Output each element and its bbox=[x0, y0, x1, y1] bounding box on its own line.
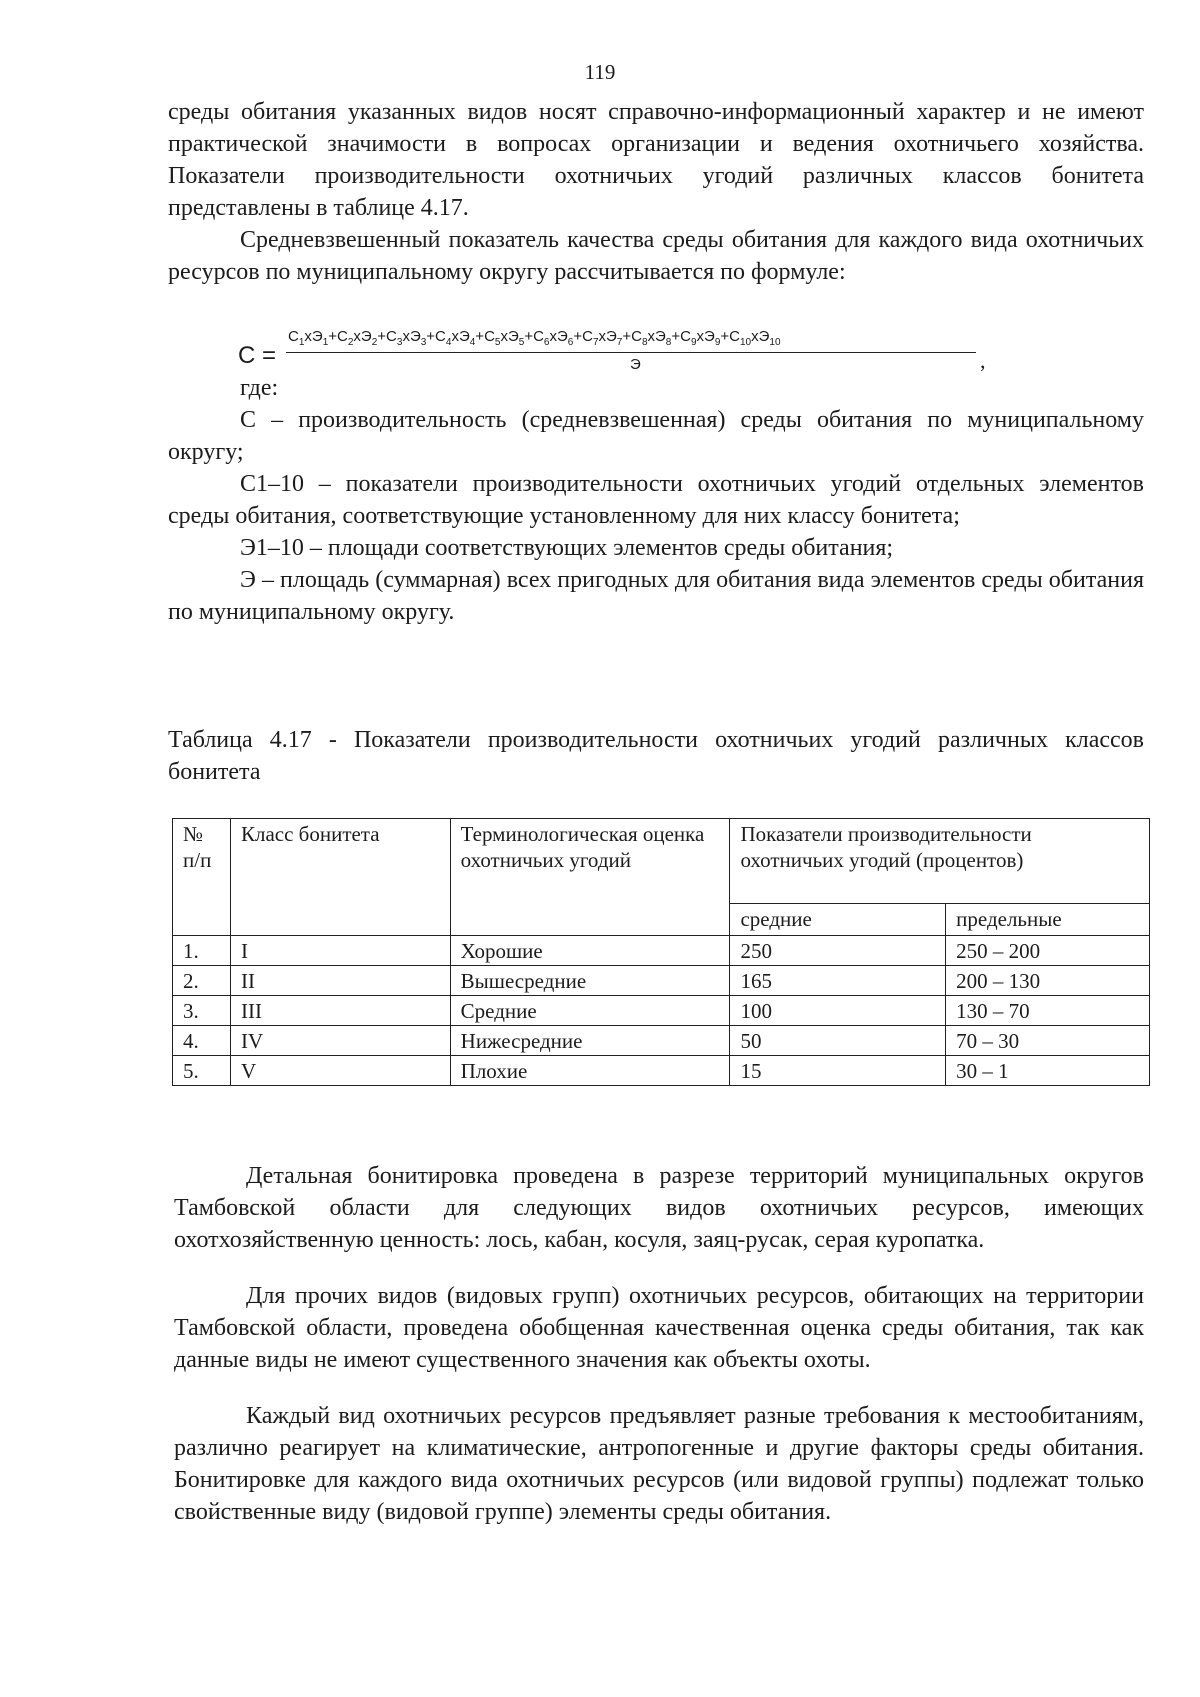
formula-term bbox=[729, 328, 781, 348]
formula-plus: + bbox=[622, 328, 632, 345]
formula-times: х bbox=[402, 328, 410, 345]
formula-c-index: 5 bbox=[494, 337, 501, 348]
formula-c: С bbox=[484, 328, 495, 345]
formula-plus: + bbox=[328, 328, 338, 345]
formula-plus: + bbox=[671, 328, 681, 345]
formula-term bbox=[288, 328, 329, 348]
formula-c: С bbox=[680, 328, 691, 345]
formula-c-index: 7 bbox=[592, 337, 599, 348]
bonitet-table bbox=[172, 818, 1150, 1086]
formula-c-index: 2 bbox=[347, 337, 354, 348]
formula-times: х bbox=[647, 328, 656, 345]
formula-c-index: 10 bbox=[739, 337, 752, 348]
cell-num: 1. bbox=[173, 936, 231, 966]
page-number: 119 bbox=[584, 60, 616, 84]
formula-e: Э bbox=[556, 328, 568, 345]
where-label: где: bbox=[240, 375, 279, 401]
paragraph-detailed: Детальная бонитировка проведена в разрезе территорий муниципальных округов Тамбовской области для следующих видов охотничьих ресурсов, имеющих охотхозяйственную ценность: лось, кабан, косуля, заяц-русак, серая куропатка. bbox=[174, 1163, 1144, 1253]
formula-e: Э bbox=[655, 328, 666, 345]
formula-e: Э bbox=[606, 328, 617, 345]
formula-c: С bbox=[631, 328, 642, 345]
formula-term bbox=[631, 328, 672, 348]
cell-lim: 70 – 30 bbox=[946, 1026, 1150, 1056]
formula-term bbox=[337, 328, 378, 348]
table-row bbox=[173, 1026, 1150, 1056]
formula-c-index: 3 bbox=[396, 337, 403, 348]
formula-c: С bbox=[337, 328, 348, 345]
cell-num: 2. bbox=[173, 966, 231, 996]
formula-times: х bbox=[598, 328, 606, 345]
formula-term bbox=[435, 328, 476, 348]
formula-c: С bbox=[288, 328, 299, 345]
formula-c-index: 9 bbox=[690, 337, 697, 348]
formula-times: х bbox=[500, 328, 508, 345]
formula-plus: + bbox=[720, 328, 730, 345]
formula-times: х bbox=[451, 328, 459, 345]
table-row bbox=[173, 966, 1150, 996]
formula-c-index: 6 bbox=[543, 337, 550, 348]
header-limit: предельные bbox=[946, 904, 1150, 936]
formula-c: С bbox=[435, 328, 446, 345]
table-row bbox=[173, 996, 1150, 1026]
cell-lim: 200 – 130 bbox=[946, 966, 1150, 996]
table-caption: Таблица 4.17 - Показатели производительности охотничьих угодий различных классов бонитета bbox=[168, 727, 1144, 785]
formula-c: С bbox=[729, 328, 740, 345]
cell-class: IV bbox=[230, 1026, 450, 1056]
cell-num: 4. bbox=[173, 1026, 231, 1056]
paragraph-continuation: среды обитания указанных видов носят справочно-информационный характер и не имеют практической значимости в вопросах организации и ведения охотничьего хозяйства. Показатели производительности охотничьих угодий различных классов бонитета представлены в таблице 4.17. bbox=[168, 99, 1144, 221]
definitions bbox=[168, 372, 1144, 628]
formula-e: Э bbox=[704, 328, 715, 345]
paragraph-requirements: Каждый вид охотничьих ресурсов предъявляет разные требования к местообитаниям, различно реагирует на климатические, антропогенные и другие факторы среды обитания. Бонитировке для каждого вида охотничьих ресурсов (или видовой группы) подлежат только свойственные виду (видовой группе) элементы среды обитания. bbox=[174, 1403, 1144, 1525]
formula-numerator bbox=[288, 328, 781, 348]
formula-term bbox=[582, 328, 623, 348]
cell-num: 3. bbox=[173, 996, 231, 1026]
formula-e-index: 6 bbox=[567, 337, 574, 348]
formula-e-index: 7 bbox=[616, 337, 623, 348]
definition-c1-10: С1–10 – показатели производительности охотничьих угодий отдельных элементов среды обитания, соответствующие установленному для них классу бонитета; bbox=[168, 471, 1144, 529]
formula-c-index: 8 bbox=[641, 337, 648, 348]
formula-c-index: 1 bbox=[298, 337, 305, 348]
formula-term bbox=[386, 328, 427, 348]
cell-num: 5. bbox=[173, 1056, 231, 1086]
formula-plus: + bbox=[475, 328, 485, 345]
formula-c: С bbox=[533, 328, 544, 345]
formula-plus: + bbox=[524, 328, 534, 345]
fraction-bar bbox=[286, 352, 976, 353]
cell-avg: 165 bbox=[730, 966, 946, 996]
table-body bbox=[173, 936, 1150, 1086]
formula-plus: + bbox=[426, 328, 436, 345]
formula-times: х bbox=[751, 328, 759, 345]
paragraph-formula-intro: Средневзвешенный показатель качества среды обитания для каждого вида охотничьих ресурсов по муниципальному округу рассчитывается по формуле: bbox=[168, 227, 1144, 285]
formula-e: Э bbox=[507, 328, 519, 345]
header-term: Терминологическая оценка охотничьих угодий bbox=[450, 819, 730, 936]
cell-avg: 250 bbox=[730, 936, 946, 966]
formula-term bbox=[680, 328, 721, 348]
formula-e-index: 8 bbox=[665, 337, 672, 348]
header-num: № п/п bbox=[173, 819, 231, 936]
formula-c: С bbox=[386, 328, 397, 345]
formula-times: х bbox=[304, 328, 312, 345]
formula-e: Э bbox=[758, 328, 770, 345]
cell-class: III bbox=[230, 996, 450, 1026]
formula-times: х bbox=[696, 328, 705, 345]
table-row bbox=[173, 1056, 1150, 1086]
formula-lhs: С = bbox=[238, 342, 277, 369]
formula-e-index: 4 bbox=[469, 337, 476, 348]
formula-e: Э bbox=[360, 328, 372, 345]
paragraph-other-species: Для прочих видов (видовых групп) охотничьих ресурсов, обитающих на территории Тамбовской области, проведена обобщенная качественная оценка среды обитания, так как данные виды не имеют существенного значения как объекты охоты. bbox=[174, 1283, 1144, 1373]
formula-e-index: 5 bbox=[518, 337, 525, 348]
cell-class: II bbox=[230, 966, 450, 996]
header-performance: Показатели производительности охотничьих угодий (процентов) bbox=[730, 819, 1150, 904]
cell-class: V bbox=[230, 1056, 450, 1086]
formula-e: Э bbox=[409, 328, 421, 345]
intro-text bbox=[168, 96, 1144, 288]
formula-denominator: Э bbox=[630, 356, 641, 373]
formula-times: х bbox=[353, 328, 361, 345]
cell-avg: 100 bbox=[730, 996, 946, 1026]
formula-comma: , bbox=[980, 348, 986, 373]
definition-e: Э – площадь (суммарная) всех пригодных для обитания вида элементов среды обитания по муниципальному округу. bbox=[168, 567, 1144, 625]
formula-e-index: 1 bbox=[322, 337, 329, 348]
cell-term: Средние bbox=[450, 996, 730, 1026]
cell-lim: 130 – 70 bbox=[946, 996, 1150, 1026]
definition-e1-10: Э1–10 – площади соответствующих элементов среды обитания; bbox=[240, 535, 894, 561]
formula-plus: + bbox=[573, 328, 583, 345]
formula-e-index: 2 bbox=[371, 337, 378, 348]
cell-term: Вышесредние bbox=[450, 966, 730, 996]
cell-avg: 15 bbox=[730, 1056, 946, 1086]
formula-plus: + bbox=[377, 328, 387, 345]
cell-term: Нижесредние bbox=[450, 1026, 730, 1056]
cell-lim: 250 – 200 bbox=[946, 936, 1150, 966]
formula-term bbox=[533, 328, 574, 348]
cell-term: Плохие bbox=[450, 1056, 730, 1086]
formula-times: х bbox=[549, 328, 557, 345]
formula-term bbox=[484, 328, 525, 348]
formula-e: Э bbox=[458, 328, 470, 345]
formula-e: Э bbox=[311, 328, 323, 345]
cell-class: I bbox=[230, 936, 450, 966]
formula-c: С bbox=[582, 328, 593, 345]
header-average: средние bbox=[730, 904, 946, 936]
formula-e-index: 10 bbox=[769, 337, 781, 348]
formula-e-index: 3 bbox=[420, 337, 427, 348]
formula-e-index: 9 bbox=[714, 337, 721, 348]
header-class: Класс бонитета bbox=[230, 819, 450, 936]
closing-text bbox=[174, 1136, 1144, 1552]
cell-avg: 50 bbox=[730, 1026, 946, 1056]
cell-term: Хорошие bbox=[450, 936, 730, 966]
table-row bbox=[173, 936, 1150, 966]
definition-c: С – производительность (средневзвешенная) среды обитания по муниципальному округу; bbox=[168, 407, 1144, 465]
formula-c-index: 4 bbox=[445, 337, 452, 348]
cell-lim: 30 – 1 bbox=[946, 1056, 1150, 1086]
